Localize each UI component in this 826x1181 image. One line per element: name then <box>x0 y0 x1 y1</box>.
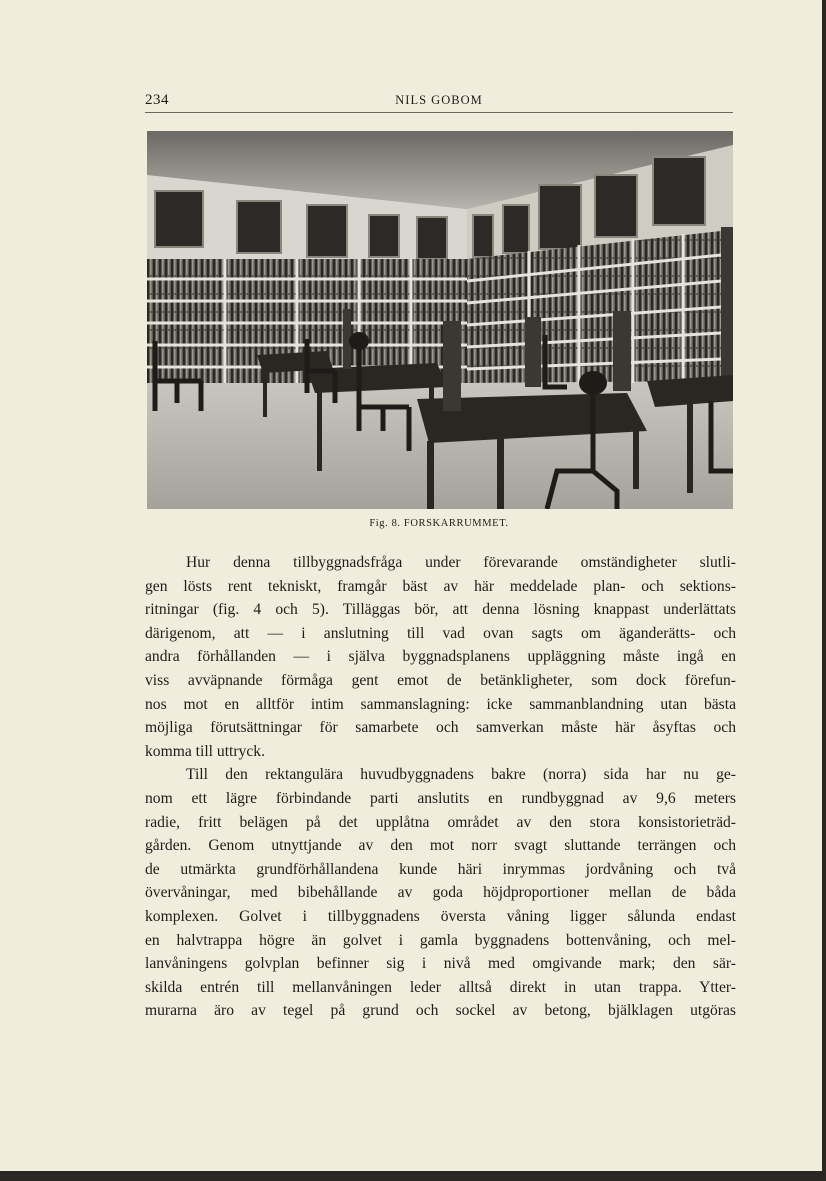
running-head <box>145 92 733 113</box>
text-line: murarna äro av tegel på grund och sockel av betong, bjälklagen utgöras <box>145 1002 736 1020</box>
text-line: gården. Genom utnyttjande av den mot norr svagt sluttande terrängen och <box>145 837 736 855</box>
body-text <box>145 551 736 1023</box>
text-line: komma till uttryck. <box>145 742 265 760</box>
text-line: nom ett lägre förbindande parti anslutits en rundbyggnad av 9,6 meters <box>145 789 736 807</box>
text-line: gen lösts rent tekniskt, framgår bäst av här meddelade plan- och sektions- <box>145 577 736 595</box>
text-line: viss avväpnande förmåga gent emot de betänkligheter, som dock förefun- <box>145 671 736 689</box>
text-line: de utmärkta grundförhållandena kunde häri inrymmas jordvåning och två <box>145 860 736 878</box>
page-number: 234 <box>145 92 169 108</box>
text-line: därigenom, att — i anslutning till vad ovan sagts om äganderätts- och <box>145 624 736 642</box>
text-line: Hur denna tillbyggnadsfråga under förevarande omständigheter slutli- <box>186 554 736 571</box>
text-line: lanvåningens golvplan befinner sig i nivå med omgivande mark; den sär- <box>145 955 736 973</box>
scan-edge-bottom <box>0 1171 826 1181</box>
text-line: möjliga förutsättningar för samarbete och samverkan måste här åsyftas och <box>145 719 736 737</box>
reading-room-photo <box>147 131 733 509</box>
text-line: andra förhållanden — i själva byggnadsplanens uppläggning måste ingå en <box>145 648 736 666</box>
text-line: ritningar (fig. 4 och 5). Tilläggas bör, att denna lösning knappast underlättats <box>145 601 736 619</box>
figure-caption: Fig. 8. FORSKARRUMMET. <box>369 518 509 529</box>
scan-edge-right <box>822 0 826 1181</box>
text-line: skilda entrén till mellanvåningen leder alltså direkt in utan trappa. Ytter- <box>145 978 736 996</box>
figure-photo-reading-room <box>147 131 733 509</box>
text-line: Till den rektangulära huvudbyggnadens bakre (norra) sida har nu ge- <box>186 766 736 784</box>
text-line: nos mot en alltför intim sammanslagning: icke sammanblandning utan bästa <box>145 695 736 713</box>
text-line: en halvtrappa högre än golvet i gamla byggnadens bottenvåning, och mel- <box>145 931 736 949</box>
text-line: radie, fritt belägen på det upplåtna området av den stora konsistorieträd- <box>145 813 736 831</box>
text-line: övervåningar, med bibehållande av goda höjdproportioner mellan de båda <box>145 884 736 902</box>
text-line: komplexen. Golvet i tillbyggnadens översta våning ligger sålunda endast <box>145 907 736 925</box>
running-title: NILS GOBOM <box>395 93 483 107</box>
